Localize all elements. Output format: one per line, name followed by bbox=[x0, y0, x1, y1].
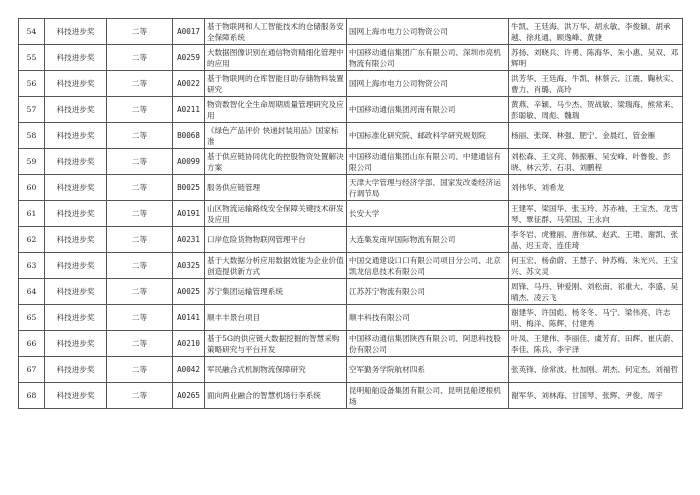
row-number: 59 bbox=[19, 149, 45, 175]
project-code: A0210 bbox=[173, 331, 205, 357]
table-row bbox=[19, 305, 683, 331]
completing-people: 谢建华、许国彪、杨冬冬、马宁、梁伟亮、许志明、梅洋、陈辉、付建秀 bbox=[509, 305, 683, 331]
table-row bbox=[19, 71, 683, 97]
completing-people: 何玉宏、杨俞蔚、王慧子、钟苏梅、朱光兴、王宝兴、苏文灵 bbox=[509, 253, 683, 279]
award-grade: 二等 bbox=[107, 71, 173, 97]
award-grade: 二等 bbox=[107, 175, 173, 201]
row-number: 57 bbox=[19, 97, 45, 123]
completing-unit: 江苏苏宁物流有限公司 bbox=[347, 279, 509, 305]
project-name: 大数据图像识别在通信物资精细化管理中的应用 bbox=[205, 45, 347, 71]
project-code: B0025 bbox=[173, 175, 205, 201]
table-row bbox=[19, 149, 683, 175]
award-category: 科技进步奖 bbox=[45, 331, 107, 357]
award-grade: 二等 bbox=[107, 331, 173, 357]
award-grade: 二等 bbox=[107, 123, 173, 149]
award-grade: 二等 bbox=[107, 227, 173, 253]
row-number: 66 bbox=[19, 331, 45, 357]
completing-unit: 天津大学管理与经济学部、国家发改委经济运行调节局 bbox=[347, 175, 509, 201]
completing-unit: 中国交通建设口口有限公司项目分公司、北京凯龙信息技术有限公司 bbox=[347, 253, 509, 279]
row-number: 60 bbox=[19, 175, 45, 201]
completing-unit: 大连集发南岸国际物流有限公司 bbox=[347, 227, 509, 253]
completing-unit: 中国移动通信集团河南有限公司 bbox=[347, 97, 509, 123]
completing-unit: 中国移动通信集团山东有限公司、中建通信有限公司 bbox=[347, 149, 509, 175]
table-row bbox=[19, 175, 683, 201]
completing-unit: 长安大学 bbox=[347, 201, 509, 227]
project-name: 顺丰丰景台项目 bbox=[205, 305, 347, 331]
award-category: 科技进步奖 bbox=[45, 201, 107, 227]
completing-people: 刘伟华、刘希龙 bbox=[509, 175, 683, 201]
project-name: 服务供应链管理 bbox=[205, 175, 347, 201]
project-name: 口岸危险货物物联网管理平台 bbox=[205, 227, 347, 253]
project-name: 山区物流运输路线安全保障关键技术研发及应用 bbox=[205, 201, 347, 227]
award-list-page bbox=[18, 18, 682, 409]
award-grade: 二等 bbox=[107, 357, 173, 383]
completing-unit: 中国移动通信集团广东有限公司、深圳市亮机物流有限公司 bbox=[347, 45, 509, 71]
project-code: A0325 bbox=[173, 253, 205, 279]
completing-people: 张英锋、徐常波、杜加刚、胡杰、何定杰、刘福哲 bbox=[509, 357, 683, 383]
project-code: A0025 bbox=[173, 279, 205, 305]
award-category: 科技进步奖 bbox=[45, 357, 107, 383]
project-name: 《绿色产品评价 快递封装用品》国家标准 bbox=[205, 123, 347, 149]
row-number: 56 bbox=[19, 71, 45, 97]
award-table bbox=[18, 18, 683, 409]
project-code: A0042 bbox=[173, 357, 205, 383]
completing-people: 李冬岩、虎雅丽、唐伟斌、赵武、王珺、谢凯、张晶、迟玉奇、连佳琦 bbox=[509, 227, 683, 253]
award-category: 科技进步奖 bbox=[45, 175, 107, 201]
award-grade: 二等 bbox=[107, 201, 173, 227]
row-number: 62 bbox=[19, 227, 45, 253]
award-grade: 二等 bbox=[107, 279, 173, 305]
project-name: 基于物联网和人工智能技术的仓储服务安全保障系统 bbox=[205, 19, 347, 45]
award-grade: 二等 bbox=[107, 149, 173, 175]
row-number: 65 bbox=[19, 305, 45, 331]
project-name: 基于供应链协同优化的控股物资处置解决方案 bbox=[205, 149, 347, 175]
row-number: 58 bbox=[19, 123, 45, 149]
table-row bbox=[19, 253, 683, 279]
project-name: 基于大数据分析应用数据效能为企业价值创造提供新方式 bbox=[205, 253, 347, 279]
award-grade: 二等 bbox=[107, 19, 173, 45]
project-code: A0017 bbox=[173, 19, 205, 45]
award-category: 科技进步奖 bbox=[45, 97, 107, 123]
row-number: 54 bbox=[19, 19, 45, 45]
project-name: 苏宁集团运输管理系统 bbox=[205, 279, 347, 305]
project-code: A0099 bbox=[173, 149, 205, 175]
project-name: 面向两业融合的智慧机场行李系统 bbox=[205, 383, 347, 409]
table-row bbox=[19, 97, 683, 123]
completing-unit: 空军勤务学院航材四系 bbox=[347, 357, 509, 383]
completing-people: 牛凯、王廷海、洪万华、胡永敏、李俊颖、胡承越、徐兆通、顾逸峰、黄捷 bbox=[509, 19, 683, 45]
award-category: 科技进步奖 bbox=[45, 227, 107, 253]
award-grade: 二等 bbox=[107, 305, 173, 331]
row-number: 55 bbox=[19, 45, 45, 71]
row-number: 61 bbox=[19, 201, 45, 227]
table-row bbox=[19, 357, 683, 383]
table-row bbox=[19, 331, 683, 357]
completing-people: 叶凤、王建伟、李丽佳、虞芳育、田辉、崔庆蔚、李佳、陈兵、李宇泽 bbox=[509, 331, 683, 357]
completing-unit: 顺丰科技有限公司 bbox=[347, 305, 509, 331]
table-row bbox=[19, 227, 683, 253]
project-name: 军民融合式机制物流保障研究 bbox=[205, 357, 347, 383]
award-category: 科技进步奖 bbox=[45, 45, 107, 71]
table-row bbox=[19, 123, 683, 149]
completing-people: 黄燕、辛颖、马少杰、贺战敏、梁瑞海、熊常来、彭聪敏、周彪、魏瑞 bbox=[509, 97, 683, 123]
completing-unit: 国网上海市电力公司物资公司 bbox=[347, 19, 509, 45]
award-table-body bbox=[19, 19, 683, 409]
project-code: A0265 bbox=[173, 383, 205, 409]
completing-unit: 国网上海市电力公司物资公司 bbox=[347, 71, 509, 97]
project-code: A0211 bbox=[173, 97, 205, 123]
table-row bbox=[19, 383, 683, 409]
table-row bbox=[19, 19, 683, 45]
table-row bbox=[19, 201, 683, 227]
project-code: B0068 bbox=[173, 123, 205, 149]
project-code: A0191 bbox=[173, 201, 205, 227]
project-name: 物资数智化全生命周期质量管理研究及应用 bbox=[205, 97, 347, 123]
completing-people: 苏扬、刘晓兵、许勇、陈海华、朱小惠、吴双、邓辉明 bbox=[509, 45, 683, 71]
award-grade: 二等 bbox=[107, 45, 173, 71]
row-number: 68 bbox=[19, 383, 45, 409]
award-category: 科技进步奖 bbox=[45, 383, 107, 409]
project-code: A0141 bbox=[173, 305, 205, 331]
award-category: 科技进步奖 bbox=[45, 71, 107, 97]
project-name: 基于5G的供应链大数据挖掘的智慧采购策略研究与平台开发 bbox=[205, 331, 347, 357]
completing-people: 王建军、梁国华、张玉玲、苏赤袖、王宝杰、龙雪琴、覃征群、马荣国、王永向 bbox=[509, 201, 683, 227]
table-row bbox=[19, 279, 683, 305]
row-number: 63 bbox=[19, 253, 45, 279]
award-category: 科技进步奖 bbox=[45, 305, 107, 331]
completing-unit: 中国标准化研究院、邮政科学研究规划院 bbox=[347, 123, 509, 149]
completing-people: 谢军华、刘林海、甘国琴、张辉、尹俊、周宇 bbox=[509, 383, 683, 409]
completing-unit: 昆明船舶设备集团有限公司、昆明昆船逻根机场 bbox=[347, 383, 509, 409]
award-category: 科技进步奖 bbox=[45, 149, 107, 175]
table-row bbox=[19, 45, 683, 71]
completing-people: 洪芳华、王廷海、牛凯、林蔡云、江震、鞠秋实、曹力、肖璐、高玲 bbox=[509, 71, 683, 97]
award-category: 科技进步奖 bbox=[45, 123, 107, 149]
award-category: 科技进步奖 bbox=[45, 253, 107, 279]
award-category: 科技进步奖 bbox=[45, 279, 107, 305]
project-code: A0231 bbox=[173, 227, 205, 253]
row-number: 67 bbox=[19, 357, 45, 383]
award-grade: 二等 bbox=[107, 253, 173, 279]
project-code: A0259 bbox=[173, 45, 205, 71]
completing-people: 周锋、马丹、钟爱刚、刘松南、祁重大、李盛、吴晴杰、凌云飞 bbox=[509, 279, 683, 305]
project-code: A0022 bbox=[173, 71, 205, 97]
completing-people: 刘松森、王文亮、韩振雁、吴安峰、叶鲁俊、彭晓、林云芳、石羽、刘鹏程 bbox=[509, 149, 683, 175]
project-name: 基于物联网的仓库智能目助存储物料装置研究 bbox=[205, 71, 347, 97]
completing-people: 杨丽、张琛、林强、肥宁、金晨红、管金雁 bbox=[509, 123, 683, 149]
completing-unit: 中国移动通信集团陕西有限公司、阿思科技股份有限公司 bbox=[347, 331, 509, 357]
award-category: 科技进步奖 bbox=[45, 19, 107, 45]
award-grade: 二等 bbox=[107, 97, 173, 123]
award-grade: 二等 bbox=[107, 383, 173, 409]
row-number: 64 bbox=[19, 279, 45, 305]
